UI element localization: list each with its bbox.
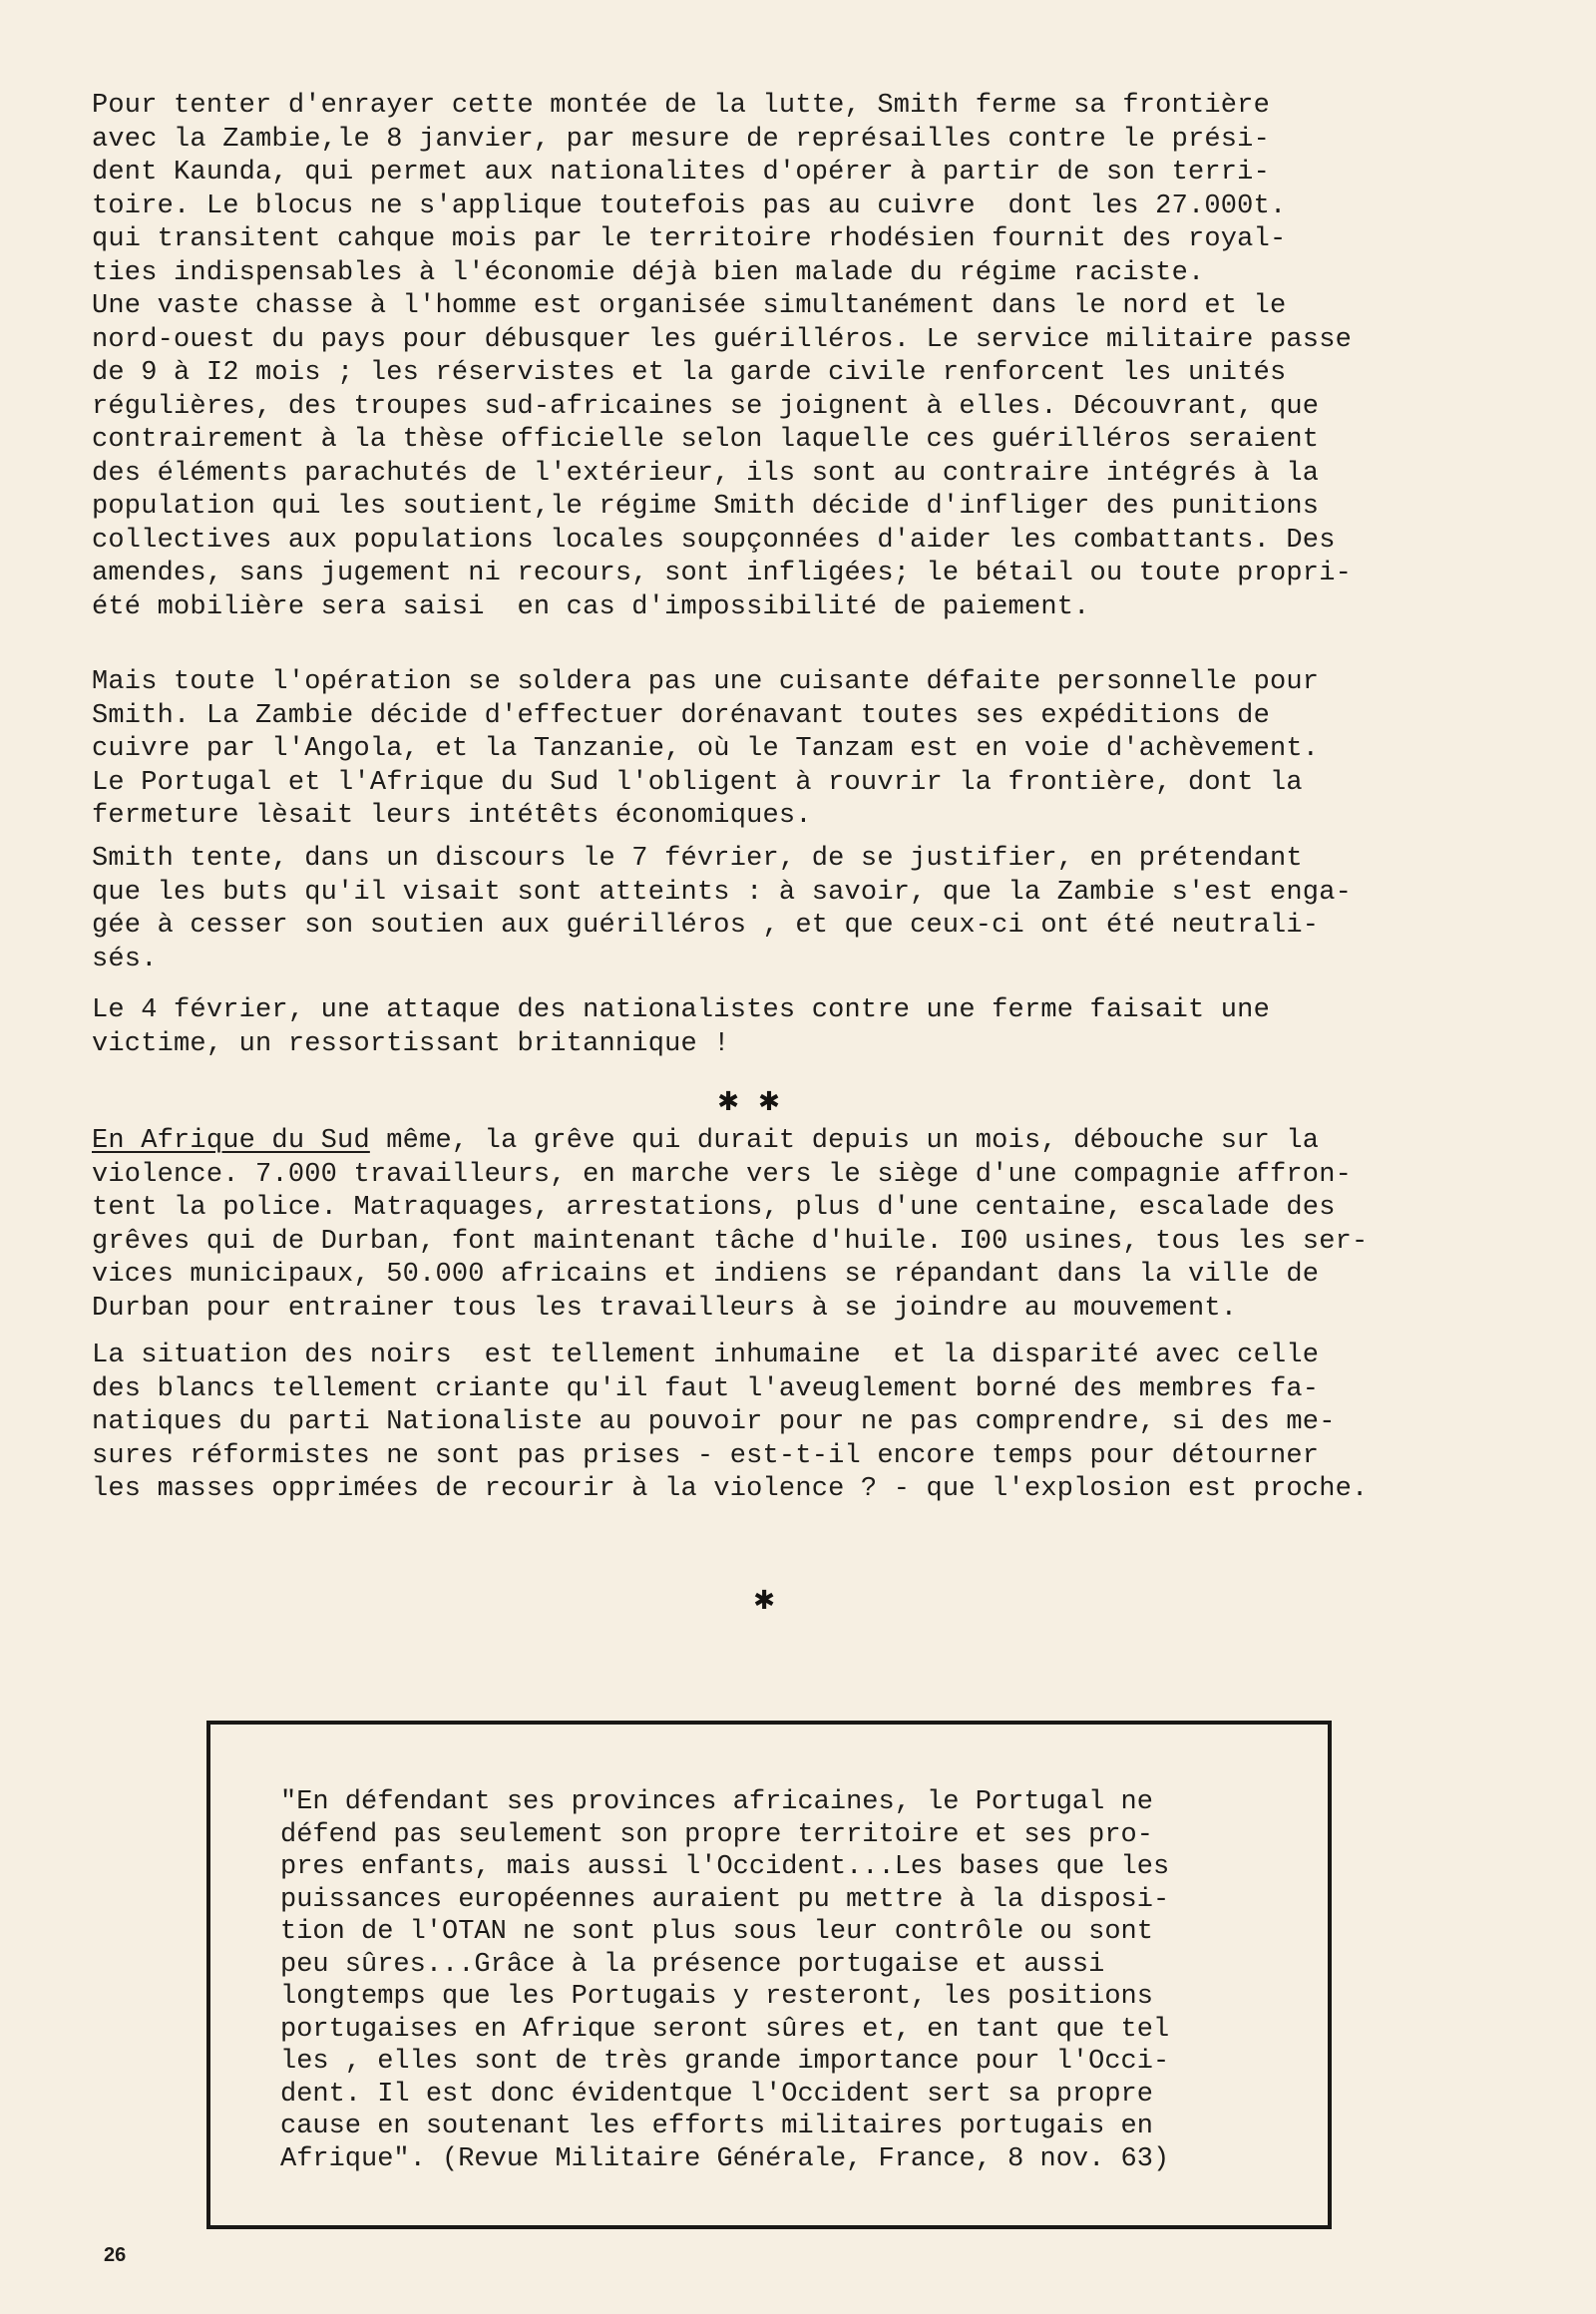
text-line: sures réformistes ne sont pas prises - est-t-il encore temps pour détourner	[92, 1440, 1320, 1471]
section-heading-south-africa: En Afrique du Sud	[92, 1126, 370, 1156]
text-line: grêves qui de Durban, font maintenant tâche d'huile. I00 usines, tous les ser-	[92, 1226, 1369, 1257]
quote-line: peu sûres...Grâce à la présence portugaise et aussi	[280, 1949, 1105, 1980]
text-line: Le Portugal et l'Afrique du Sud l'obligent à rouvrir la frontière, dont la	[92, 767, 1303, 798]
paragraph-south-africa-strike	[92, 1125, 1368, 1326]
quote-line: dent. Il est donc évidentque l'Occident sert sa propre	[280, 2079, 1153, 2110]
text-line: de 9 à I2 mois ; les réservistes et la garde civile renforcent les unités	[92, 358, 1287, 388]
text-line: fermeture lèsait leurs intétêts économiques.	[92, 801, 812, 831]
text-line: ties indispensables à l'économie déjà bien malade du régime raciste.	[92, 257, 1205, 288]
paragraph-situation	[92, 1340, 1368, 1507]
paragraph-smith-defeat	[92, 666, 1319, 834]
text-line: Smith tente, dans un discours le 7 février, de se justifier, en prétendant	[92, 844, 1303, 874]
quote-line: tion de l'OTAN ne sont plus sous leur contrôle ou sont	[280, 1917, 1153, 1947]
text-line: des blancs tellement criante qu'il faut l'aveuglement borné des membres fa-	[92, 1373, 1320, 1404]
text-line: tent la police. Matraquages, arrestations, plus d'une centaine, escalade des	[92, 1193, 1336, 1223]
quote-line: longtemps que les Portugais y resteront, les positions	[280, 1982, 1153, 2012]
text-line: collectives aux populations locales soupçonnées d'aider les combattants. Des	[92, 525, 1336, 556]
paragraph-smith-speech	[92, 843, 1352, 976]
text-line: natiques du parti Nationaliste au pouvoir pour ne pas comprendre, si des me-	[92, 1407, 1336, 1437]
quote-line: "En défendant ses provinces africaines, le Portugal ne	[280, 1787, 1153, 1817]
text-line: Mais toute l'opération se soldera pas une cuisante défaite personnelle pour	[92, 667, 1320, 697]
text-line: Pour tenter d'enrayer cette montée de la lutte, Smith ferme sa frontière	[92, 91, 1270, 121]
text-line: Une vaste chasse à l'homme est organisée simultanément dans le nord et le	[92, 291, 1287, 321]
text-line: Le 4 février, une attaque des nationalistes contre une ferme faisait une	[92, 995, 1270, 1025]
paragraph-attack	[92, 994, 1270, 1061]
text-line: des éléments parachutés de l'extérieur, ils sont au contraire intégrés à la	[92, 458, 1320, 489]
text-line: cuivre par l'Angola, et la Tanzanie, où le Tanzam est en voie d'achèvement.	[92, 734, 1320, 764]
text-line: que les buts qu'il visait sont atteints : à savoir, que la Zambie s'est enga-	[92, 877, 1353, 908]
text-line: victime, un ressortissant britannique !	[92, 1028, 730, 1059]
text-line: qui transitent cahque mois par le territoire rhodésien fournit des royal-	[92, 224, 1287, 254]
text-line: nord-ouest du pays pour débusquer les guérilléros. Le service militaire passe	[92, 324, 1353, 355]
quote-box	[206, 1721, 1332, 2229]
quote-last-line: Afrique".	[280, 2143, 426, 2174]
text-line: gée à cesser son soutien aux guérilléros , et que ceux-ci ont été neutrali-	[92, 911, 1320, 941]
quote-line	[280, 2143, 1169, 2176]
page-number: 26	[104, 2244, 127, 2266]
section-separator-double: ✱ ✱	[718, 1083, 780, 1121]
text-line: avec la Zambie,le 8 janvier, par mesure de représailles contre le prési-	[92, 124, 1270, 155]
text-line: amendes, sans jugement ni recours, sont infligées; le bétail ou toute propri-	[92, 559, 1353, 588]
paragraph-rhodesia-blockade	[92, 90, 1352, 624]
text-line: régulières, des troupes sud-africaines se joignent à elles. Découvrant, que	[92, 391, 1320, 422]
text-line: population qui les soutient,le régime Smith décide d'infliger des punitions	[92, 492, 1320, 522]
text-line: La situation des noirs est tellement inhumaine et la disparité avec celle	[92, 1341, 1320, 1370]
quote-line: les , elles sont de très grande importance pour l'Occi-	[280, 2047, 1170, 2077]
text-line: toire. Le blocus ne s'applique toutefois pas au cuivre dont les 27.000t.	[92, 191, 1287, 221]
quote-line: cause en soutenant les efforts militaires portugais en	[280, 2112, 1153, 2141]
text-line: été mobilière sera saisi en cas d'impossibilité de paiement.	[92, 591, 1090, 622]
text-line: sés.	[92, 944, 158, 974]
text-line: Smith. La Zambie décide d'effectuer dorénavant toutes ses expéditions de	[92, 700, 1270, 731]
text-line: Durban pour entrainer tous les travailleurs à se joindre au mouvement.	[92, 1293, 1238, 1324]
text-line: violence. 7.000 travailleurs, en marche vers le siège d'une compagnie affron-	[92, 1159, 1353, 1190]
quote-line: portugaises en Afrique seront sûres et, en tant que tel	[280, 2014, 1170, 2045]
quote-line: défend pas seulement son propre territoire et ses pro-	[280, 1819, 1153, 1850]
quote-citation: (Revue Militaire Générale, France, 8 nov. 63)	[442, 2143, 1170, 2174]
text-line: dent Kaunda, qui permet aux nationalites d'opérer à partir de son terri-	[92, 158, 1270, 188]
section-separator-single: ✱	[754, 1582, 775, 1620]
quote-text	[280, 1786, 1169, 2175]
quote-line: pres enfants, mais aussi l'Occident...Les bases que les	[280, 1852, 1170, 1882]
text-line: vices municipaux, 50.000 africains et indiens se répandant dans la ville de	[92, 1260, 1320, 1290]
text-line	[92, 1125, 1368, 1159]
quote-line: puissances européennes auraient pu mettre à la disposi-	[280, 1884, 1170, 1915]
text-line: les masses opprimées de recourir à la violence ? - que l'explosion est proche.	[92, 1474, 1369, 1504]
text-line: contrairement à la thèse officielle selon laquelle ces guérilléros seraient	[92, 425, 1320, 455]
heading-line-rest: même, la grêve qui durait depuis un mois, débouche sur la	[369, 1126, 1320, 1156]
